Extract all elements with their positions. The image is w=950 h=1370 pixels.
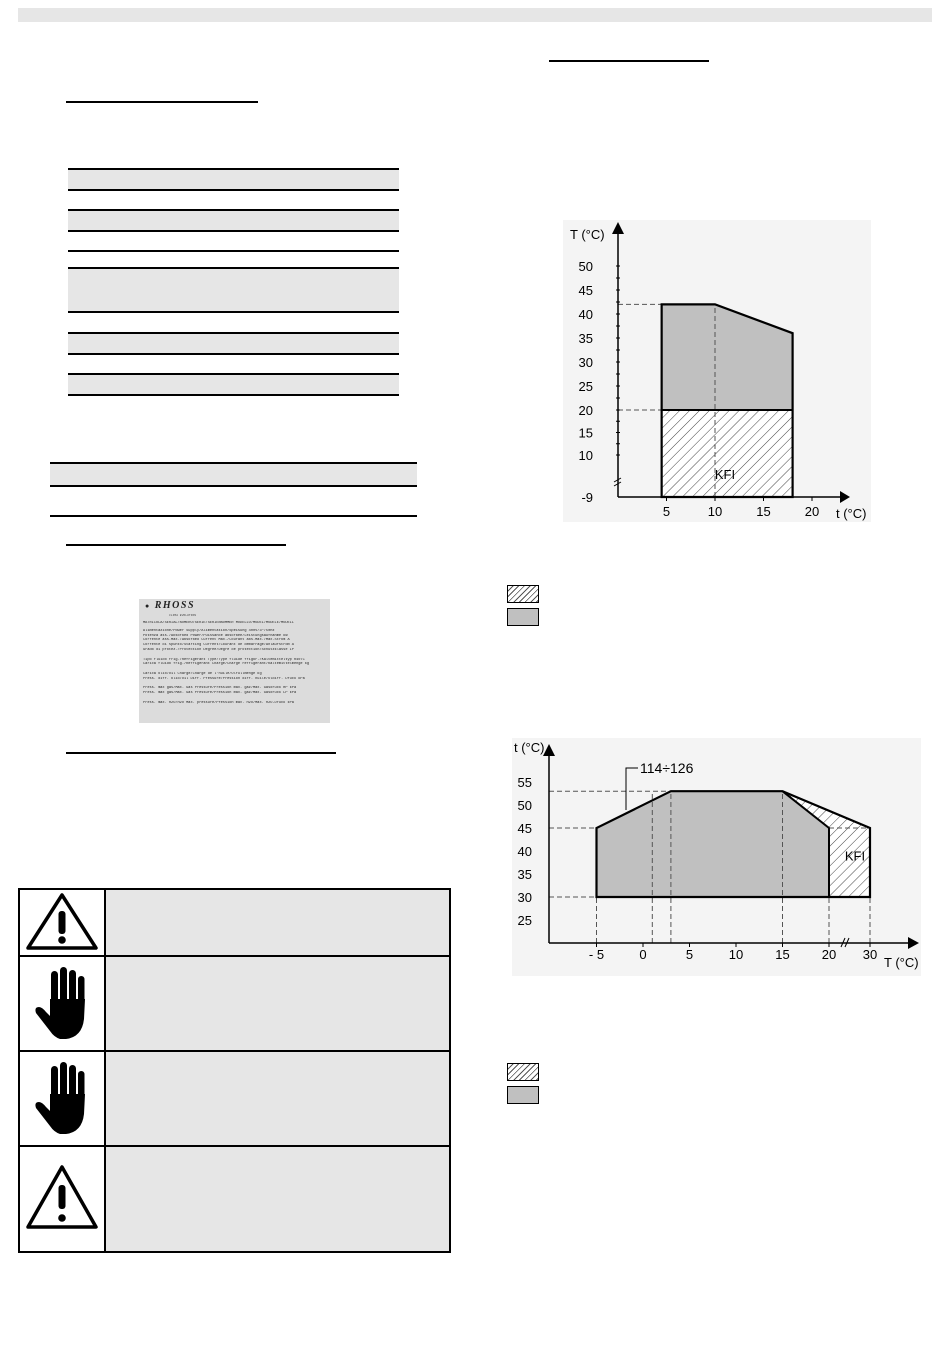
safety-row-hand-2 [20, 1050, 449, 1145]
safety-icon-cell [20, 1147, 106, 1251]
plate-line: Carica olio/Oil Charge/Charge de l'huile/Olfullmenge kg [143, 671, 262, 676]
y-tick-label: 50 [578, 259, 593, 274]
rating-plate-image [139, 599, 330, 723]
section-heading-rule-4 [549, 60, 709, 62]
x-tick-label: 0 [639, 947, 647, 962]
annotation-leader [626, 768, 638, 810]
y-axis-label: T (°C) [570, 227, 605, 242]
warning-triangle-icon [20, 890, 104, 953]
table-row [50, 485, 417, 517]
x-axis-label: T (°C) [884, 955, 919, 970]
safety-text-cell [106, 1052, 449, 1145]
y-tick-label: 35 [517, 867, 532, 882]
plate-line: Alimentazione/Power Supply/Alimentation/Speisung 400V/3~/50Hz [143, 628, 275, 633]
kfi-region [662, 410, 793, 497]
brand-name: RHOSS [154, 600, 196, 611]
y-tick-label: 25 [517, 913, 532, 928]
safety-icon-cell [20, 1052, 106, 1145]
x-tick-label: 5 [685, 947, 694, 962]
y-tick-label: 50 [517, 798, 532, 813]
y-tick-label: -9 [581, 490, 593, 505]
brand-logo: ● RHOSS [145, 600, 196, 611]
y-tick-label: 35 [578, 331, 593, 346]
plate-header-line: MATRICOLA/SERIAL/NUMERO/SERIE/SERIENNUMMER MODELLO/MODEL/MODELE/MODELL [143, 621, 294, 625]
y-tick-label: 40 [517, 844, 532, 859]
operating-limits-chart-1 [563, 220, 871, 522]
plate-line: Press. max. H2O/H2O Max. pressure/Pression max. H2O/Max. H2O-Druck kPa [143, 700, 294, 705]
plate-line: Press. max gas/Max. Gas Pressure/Pression max. gaz/Max. Gasdruck LP kPa [143, 691, 297, 696]
plate-line: Corrente di spunto/Starting Current/Courant de demarrage/Anlaufstrom A [143, 643, 294, 648]
plate-line: Tipo fluido frig./Refrigerant Type/Type fluide frigor./Kaltemitteltyp R407C [143, 657, 305, 662]
y-axis-label: t (°C) [514, 740, 545, 755]
x-tick-label: 30 [862, 947, 878, 962]
warning-triangle-icon [20, 1147, 104, 1251]
safety-text-cell [106, 890, 449, 955]
safety-row-warning-2 [20, 1145, 449, 1251]
y-tick-label: 30 [578, 355, 593, 370]
y-tick-label: 55 [517, 775, 532, 790]
safety-row-general-warning [20, 890, 449, 955]
y-tick-label: 40 [578, 307, 593, 322]
y-tick-label: 15 [578, 425, 593, 441]
table-row [68, 332, 399, 355]
x-tick-label: 5 [662, 504, 671, 519]
plate-line: Press. diff. olio/Oil Diff. Pressure/Pression diff. huile/Oldiff. Druck kPa [143, 676, 305, 681]
x-tick-label: 15 [756, 504, 771, 519]
y-tick-label: 10 [578, 448, 593, 463]
x-tick-label: - 5 [588, 947, 605, 962]
y-axis-arrow [612, 222, 624, 234]
legend-swatch-hatched [507, 585, 539, 603]
safety-row-hand-1 [20, 955, 449, 1050]
section-heading-rule-1 [66, 101, 258, 103]
x-axis-label: t (°C) [836, 506, 867, 521]
x-tick-label: 20 [821, 947, 837, 962]
safety-text-cell [106, 1147, 449, 1251]
annotation-label: 114÷126 [640, 760, 694, 776]
chart-1-svg [563, 220, 871, 522]
legend-swatch-gray [507, 608, 539, 626]
safety-icon-cell [20, 957, 106, 1050]
standard-operating-region [662, 304, 793, 410]
brand-tagline: CLIMA EVOLUTION [169, 614, 197, 617]
x-tick-label: 10 [707, 504, 723, 519]
x-tick-label: 20 [804, 504, 820, 519]
safety-icon-cell [20, 890, 106, 955]
hand-icon [20, 957, 104, 1050]
kfi-region-label: KFI [844, 848, 866, 864]
plate-line: Grado di protez./Protection Degree/Degre de protection/Schutzklasse IP [143, 647, 294, 652]
safety-text-cell [106, 957, 449, 1050]
hand-icon [20, 1052, 104, 1145]
legend-swatch-gray [507, 1086, 539, 1104]
plate-line: Carica fluido frig./Refrigerant Charge/Charge refrigerant/Kaltemittelmenge kg [143, 662, 310, 667]
y-tick-label: 45 [578, 283, 593, 298]
y-axis-arrow [543, 744, 555, 756]
table-row [50, 462, 417, 487]
chart-2-svg [512, 738, 921, 976]
x-tick-label: 10 [728, 947, 744, 962]
table-row [68, 373, 399, 396]
kfi-region-label: KFI [714, 466, 736, 482]
standard-operating-region [597, 791, 830, 897]
plate-line: Corrente ass.Max./Absorbed Current Max./Courant abs.Max./Max.Strom A [143, 638, 290, 643]
page-header-band [18, 8, 932, 22]
y-tick-label: 30 [517, 890, 532, 905]
table-row [68, 209, 399, 232]
x-tick-label: 15 [775, 947, 790, 962]
table-row [68, 230, 399, 252]
rating-plate-lines [143, 621, 326, 706]
plate-line: Press. max gas/Max. Gas Pressure/Pression max. gaz/Max. Gasdruck HP kPa [143, 686, 297, 691]
section-heading-rule-2 [66, 544, 286, 546]
x-axis-arrow [908, 937, 919, 949]
section-heading-rule-3 [66, 752, 336, 754]
y-tick-label: 45 [517, 821, 532, 836]
safety-symbols-table [18, 888, 451, 1253]
y-tick-label: 20 [578, 403, 593, 418]
table-row [68, 267, 399, 313]
x-axis-arrow [840, 491, 850, 503]
plate-line: Potenza ass./Absorbed Power/Puissance absorbee/Leistungsaufnahme kW [143, 633, 288, 638]
table-row [68, 168, 399, 191]
operating-limits-chart-2 [512, 738, 921, 976]
legend-swatch-hatched [507, 1063, 539, 1081]
y-tick-label: 25 [578, 379, 593, 394]
